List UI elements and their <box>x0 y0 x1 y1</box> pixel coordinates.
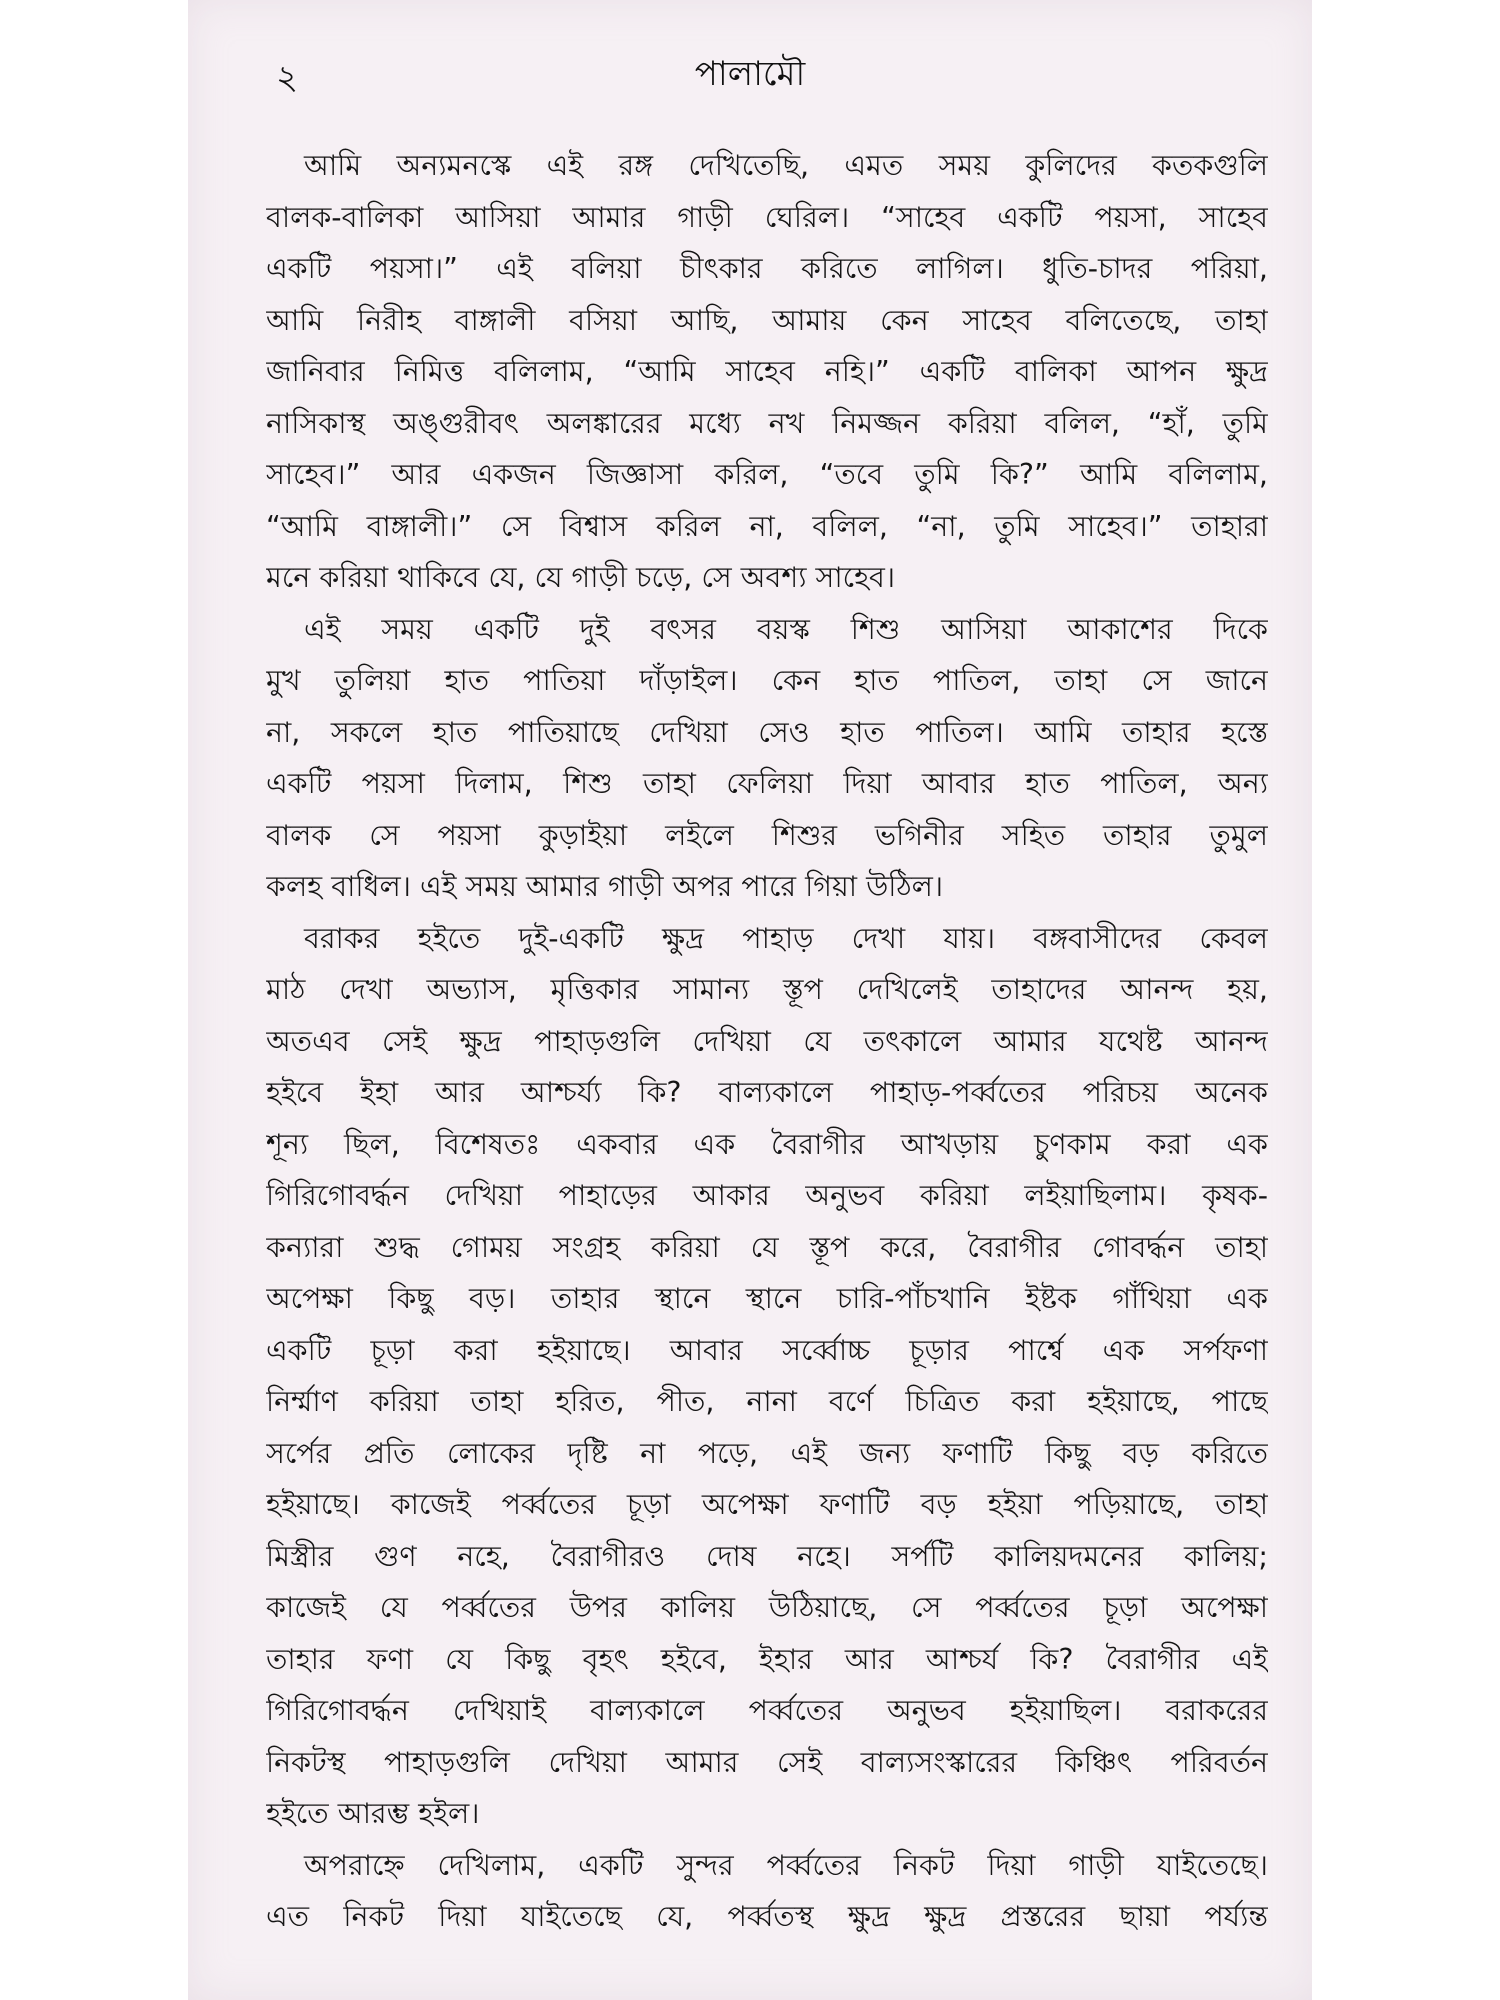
text-line: একটি চূড়া করা হইয়াছে। আবার সর্ব্বোচ্চ চূড়ার পার্শ্বে এক সর্পফণা <box>266 1333 1268 1367</box>
text-line: মাঠ দেখা অভ্যাস, মৃত্তিকার সামান্য স্তূপ দেখিলেই তাহাদের আনন্দ হয়, <box>266 973 1268 1006</box>
text-line: তাহার ফণা যে কিছু বৃহৎ হইবে, ইহার আর আশ্চর্য কি? বৈরাগীর এই <box>266 1642 1268 1676</box>
text-line: শূন্য ছিল, বিশেষতঃ একবার এক বৈরাগীর আখড়ায় চুণকাম করা এক <box>266 1127 1268 1161</box>
text-line: মনে করিয়া থাকিবে যে, যে গাড়ী চড়ে, সে অবশ্য সাহেব। <box>266 561 896 594</box>
text-line: গিরিগোবর্দ্ধন দেখিয়া পাহাড়ের আকার অনুভব করিয়া লইয়াছিলাম। কৃষক- <box>266 1179 1268 1212</box>
text-line: অপরাহ্নে দেখিলাম, একটি সুন্দর পর্ব্বতের নিকট দিয়া গাড়ী যাইতেছে। <box>304 1848 1268 1882</box>
text-line: আমি নিরীহ বাঙ্গালী বসিয়া আছি, আমায় কেন সাহেব বলিতেছে, তাহা <box>266 303 1268 337</box>
text-line: নিকটস্থ পাহাড়গুলি দেখিয়া আমার সেই বাল্যসংস্কারের কিঞ্চিৎ পরিবর্তন <box>266 1745 1268 1779</box>
text-line: কন্যারা শুদ্ধ গোময় সংগ্রহ করিয়া যে স্তূপ করে, বৈরাগীর গোবর্দ্ধন তাহা <box>266 1230 1268 1264</box>
text-line: একটি পয়সা দিলাম, শিশু তাহা ফেলিয়া দিয়া আবার হাত পাতিল, অন্য <box>266 767 1268 800</box>
text-line: অতএব সেই ক্ষুদ্র পাহাড়গুলি দেখিয়া যে তৎকালে আমার যথেষ্ট আনন্দ <box>266 1024 1268 1058</box>
text-line: বালক-বালিকা আসিয়া আমার গাড়ী ঘেরিল। “সাহেব একটি পয়সা, সাহেব <box>266 200 1268 234</box>
text-line: নাসিকাস্থ অঙ্গুরীবৎ অলঙ্কারের মধ্যে নখ নিমজ্জন করিয়া বলিল, “হাঁ, তুমি <box>266 406 1268 440</box>
page-number: ২ <box>276 58 299 98</box>
text-line: সর্পের প্রতি লোকের দৃষ্টি না পড়ে, এই জন্য ফণাটি কিছু বড় করিতে <box>266 1436 1268 1470</box>
running-title: পালামৌ <box>694 54 806 94</box>
text-line: বরাকর হইতে দুই-একটি ক্ষুদ্র পাহাড় দেখা যায়। বঙ্গবাসীদের কেবল <box>304 921 1268 955</box>
text-line: এত নিকট দিয়া যাইতেছে যে, পর্ব্বতস্থ ক্ষুদ্র ক্ষুদ্র প্রস্তরের ছায়া পর্য্যন্ত <box>266 1900 1268 1933</box>
text-line: জানিবার নিমিত্ত বলিলাম, “আমি সাহেব নহি।” একটি বালিকা আপন ক্ষুদ্র <box>266 355 1268 388</box>
text-line: এই সময় একটি দুই বৎসর বয়স্ক শিশু আসিয়া আকাশের দিকে <box>304 612 1268 646</box>
text-line: সাহেব।” আর একজন জিজ্ঞাসা করিল, “তবে তুমি কি?” আমি বলিলাম, <box>266 458 1268 491</box>
text-line: হইতে আরম্ভ হইল। <box>266 1797 480 1830</box>
text-line: নির্ম্মাণ করিয়া তাহা হরিত, পীত, নানা বর্ণে চিত্রিত করা হইয়াছে, পাছে <box>266 1385 1268 1418</box>
text-line: মুখ তুলিয়া হাত পাতিয়া দাঁড়াইল। কেন হাত পাতিল, তাহা সে জানে <box>266 664 1268 697</box>
text-line: হইয়াছে। কাজেই পর্ব্বতের চূড়া অপেক্ষা ফণাটি বড় হইয়া পড়িয়াছে, তাহা <box>266 1488 1268 1521</box>
text-line: কলহ বাধিল। এই সময় আমার গাড়ী অপর পারে গিয়া উঠিল। <box>266 870 944 903</box>
text-line: কাজেই যে পর্ব্বতের উপর কালিয় উঠিয়াছে, সে পর্ব্বতের চূড়া অপেক্ষা <box>266 1591 1268 1624</box>
text-line: অপেক্ষা কিছু বড়। তাহার স্থানে স্থানে চারি-পাঁচখানি ইষ্টক গাঁথিয়া এক <box>266 1282 1268 1315</box>
text-line: না, সকলে হাত পাতিয়াছে দেখিয়া সেও হাত পাতিল। আমি তাহার হস্তে <box>266 715 1268 749</box>
book-page <box>188 0 1312 2000</box>
body-text <box>266 140 1268 1943</box>
text-line: হইবে ইহা আর আশ্চর্য্য কি? বাল্যকালে পাহাড়-পর্ব্বতের পরিচয় অনেক <box>266 1076 1268 1109</box>
text-line: মিস্ত্রীর গুণ নহে, বৈরাগীরও দোষ নহে। সর্পটি কালিয়দমনের কালিয়; <box>266 1539 1268 1573</box>
text-line: আমি অন্যমনস্কে এই রঙ্গ দেখিতেছি, এমত সময় কুলিদের কতকগুলি <box>304 149 1268 182</box>
text-line: “আমি বাঙ্গালী।” সে বিশ্বাস করিল না, বলিল, “না, তুমি সাহেব।” তাহারা <box>266 509 1268 543</box>
text-line: একটি পয়সা।” এই বলিয়া চীৎকার করিতে লাগিল। ধুতি-চাদর পরিয়া, <box>266 252 1268 285</box>
text-line: বালক সে পয়সা কুড়াইয়া লইলে শিশুর ভগিনীর সহিত তাহার তুমুল <box>266 818 1268 852</box>
text-line: গিরিগোবর্দ্ধন দেখিয়াই বাল্যকালে পর্ব্বতের অনুভব হইয়াছিল। বরাকরের <box>266 1694 1268 1727</box>
page-header <box>188 28 1312 108</box>
